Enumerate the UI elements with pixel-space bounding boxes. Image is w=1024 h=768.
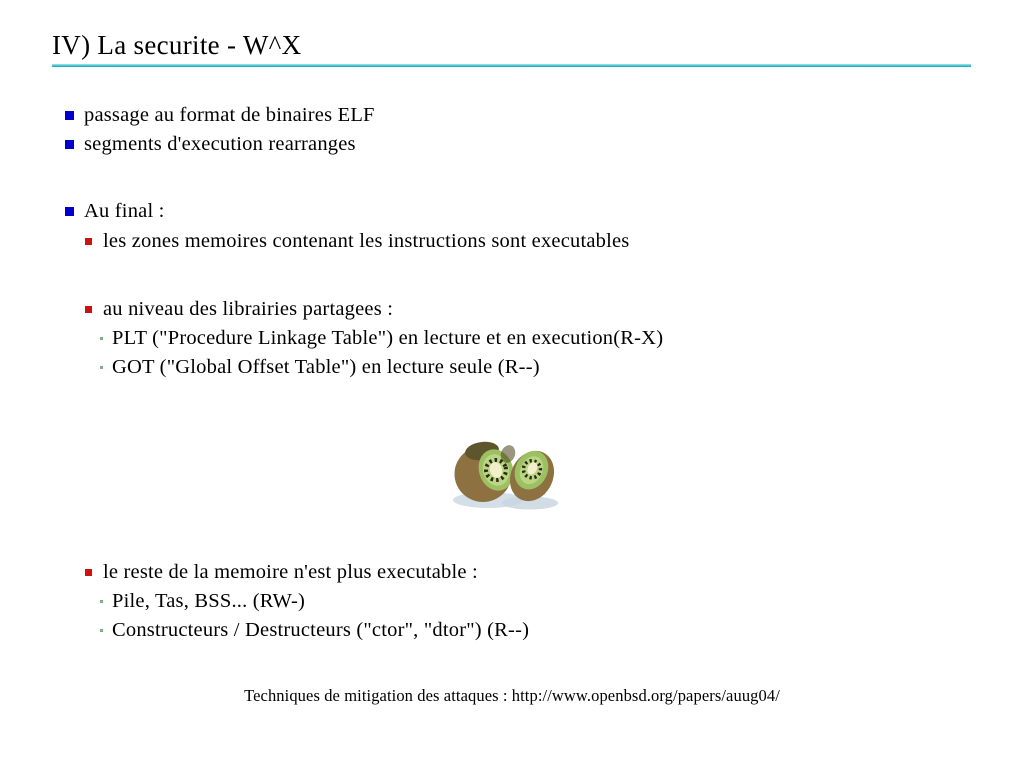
dot-bullet-icon	[100, 629, 103, 632]
bullet-line	[100, 354, 540, 380]
slide-title: IV) La securite - W^X	[52, 30, 302, 60]
bullet-line	[100, 617, 529, 643]
dot-bullet-icon	[100, 337, 103, 340]
kiwi-image	[452, 438, 564, 513]
bullet-line	[85, 228, 629, 254]
bullet-text: Pile, Tas, BSS... (RW-)	[112, 590, 306, 612]
title-underline	[52, 64, 971, 67]
bullet-text: Au final :	[84, 200, 165, 222]
bullet-text: GOT ("Global Offset Table") en lecture seule (R--)	[112, 356, 540, 378]
square-bullet-icon	[65, 140, 74, 149]
square-bullet-icon	[85, 569, 92, 576]
square-bullet-icon	[65, 207, 74, 216]
dot-bullet-icon	[100, 366, 103, 369]
bullet-text: passage au format de binaires ELF	[84, 104, 375, 126]
bullet-text: les zones memoires contenant les instructions sont executables	[103, 230, 630, 252]
bullet-text: segments d'execution rearranges	[84, 133, 356, 155]
bullet-text: le reste de la memoire n'est plus executable :	[103, 561, 478, 583]
bullet-line	[100, 588, 305, 614]
bullet-line	[100, 325, 663, 351]
square-bullet-icon	[85, 306, 92, 313]
square-bullet-icon	[65, 111, 74, 120]
bullet-text: au niveau des librairies partagees :	[103, 298, 394, 320]
bullet-text: PLT ("Procedure Linkage Table") en lecture et en execution(R-X)	[112, 327, 664, 349]
bullet-text: Constructeurs / Destructeurs ("ctor", "dtor") (R--)	[112, 619, 530, 641]
footer-note: Techniques de mitigation des attaques : http://www.openbsd.org/papers/auug04/	[244, 686, 780, 705]
bullet-line	[65, 131, 356, 157]
bullet-line	[65, 198, 165, 224]
dot-bullet-icon	[100, 600, 103, 603]
square-bullet-icon	[85, 238, 92, 245]
bullet-line	[85, 559, 478, 585]
bullet-line	[65, 102, 375, 128]
bullet-line	[85, 296, 393, 322]
